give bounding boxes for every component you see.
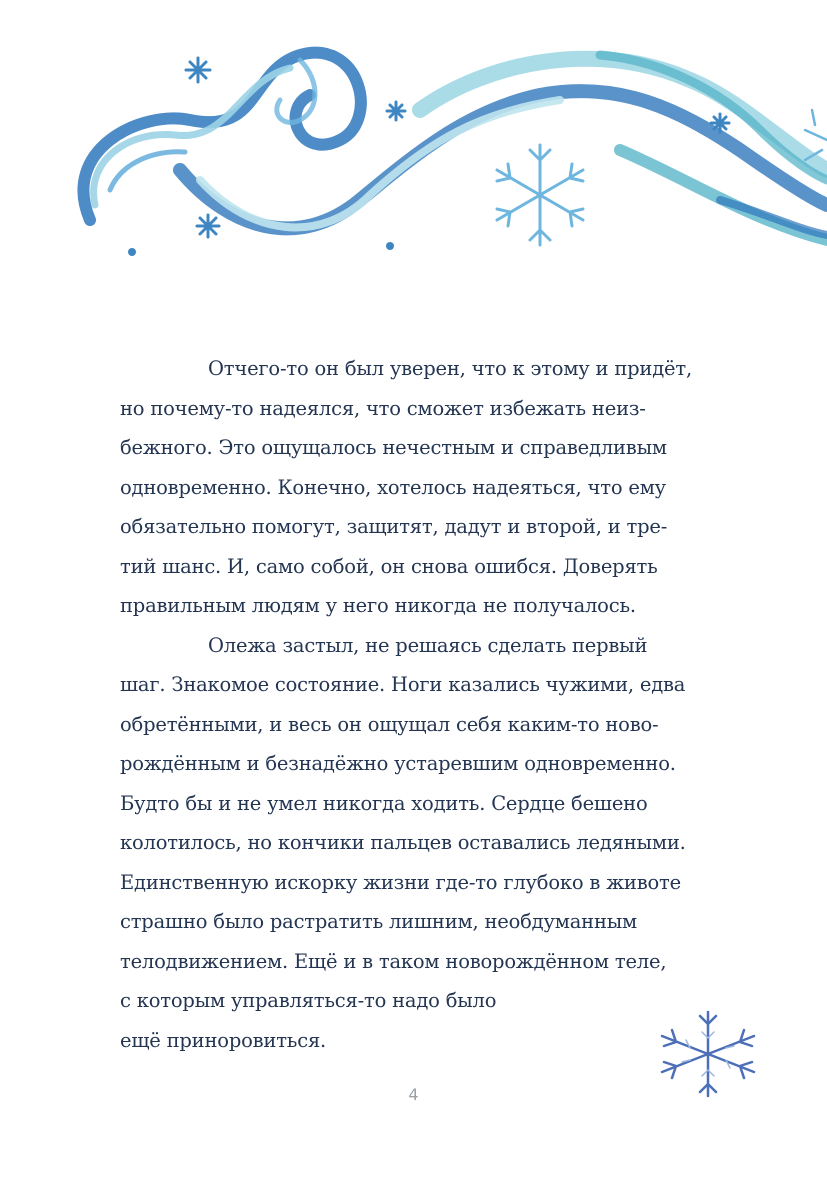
text-line: бежного. Это ощущалось нечестным и справедливым <box>120 436 667 459</box>
text-line: колотилось, но кончики пальцев оставались ледяными. <box>120 831 686 854</box>
text-line: Единственную искорку жизни где-то глубоко в животе <box>120 870 681 894</box>
text-line: ещё приноровиться. <box>120 1028 327 1052</box>
text-line: телодвижением. Ещё и в таком новорождённом теле, <box>120 949 667 973</box>
text-line: Отчего-то он был уверен, что к этому и придёт, <box>208 357 692 380</box>
text-line: рождённым и безнадёжно устаревшим одновременно. <box>120 752 676 775</box>
wind-swirl-illustration <box>0 0 827 300</box>
text-line: Олежа застыл, не решаясь сделать первый <box>208 633 648 657</box>
text-line: обязательно помогут, защитят, дадут и второй, и тре- <box>120 515 668 538</box>
text-line: Будто бы и не умел никогда ходить. Сердце бешено <box>120 791 648 815</box>
text-line: страшно было растратить лишним, необдуманным <box>120 910 638 933</box>
text-line: шаг. Знакомое состояние. Ноги казались чужими, едва <box>120 673 686 696</box>
text-line: тий шанс. И, само собой, он снова ошибся. Доверять <box>120 554 658 578</box>
page-number: 4 <box>408 1085 419 1104</box>
text-line: одновременно. Конечно, хотелось надеяться, что ему <box>120 475 666 499</box>
text-line: с которым управляться-то надо было <box>120 989 497 1012</box>
body-text <box>120 349 730 1060</box>
text-line: правильным людям у него никогда не получалось. <box>120 594 636 617</box>
text-line: но почему-то надеялся, что сможет избежать неиз- <box>120 396 646 420</box>
text-line: обретёнными, и весь он ощущал себя каким-то ново- <box>120 712 659 736</box>
